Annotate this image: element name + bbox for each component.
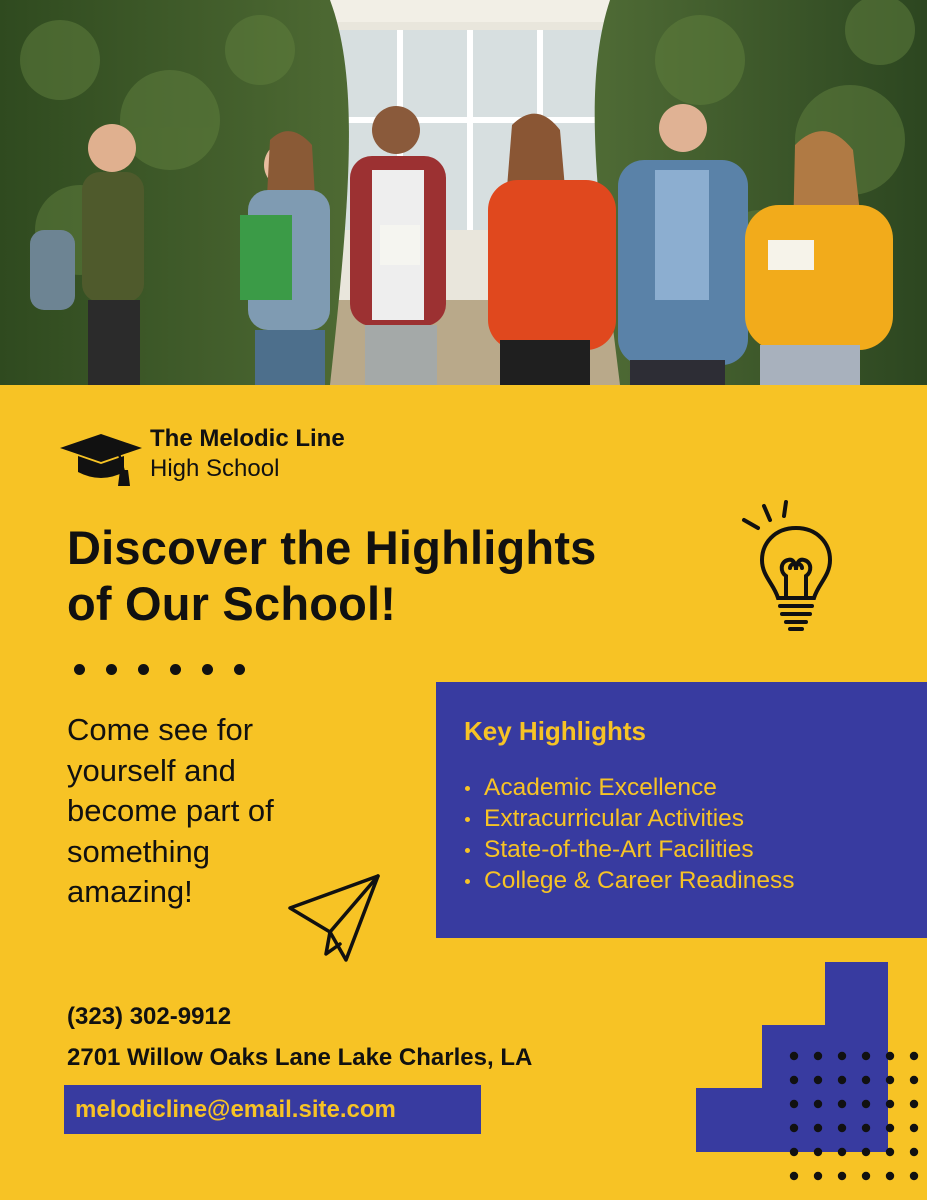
- graduation-cap-icon: [58, 426, 144, 486]
- decorative-dot: [790, 1052, 798, 1060]
- decorative-dot: [838, 1076, 846, 1084]
- decorative-dot: [814, 1124, 822, 1132]
- highlight-item: Academic Excellence: [464, 772, 795, 803]
- decorative-dot: [910, 1100, 918, 1108]
- headline: [67, 520, 747, 632]
- decorative-dot: [886, 1124, 894, 1132]
- highlight-item: College & Career Readiness: [464, 865, 795, 896]
- decorative-dot: [910, 1076, 918, 1084]
- decorative-dot: [790, 1172, 798, 1180]
- key-highlights-panel: [436, 682, 927, 938]
- decorative-dot: [790, 1124, 798, 1132]
- decorative-dot: [910, 1124, 918, 1132]
- invite-line4: something: [67, 833, 211, 869]
- decorative-dot: [790, 1076, 798, 1084]
- decorative-dot: [862, 1100, 870, 1108]
- invite-line2: yourself and: [67, 752, 236, 788]
- highlight-item: Extracurricular Activities: [464, 803, 795, 834]
- decorative-dot: [862, 1148, 870, 1156]
- decorative-dot: [886, 1172, 894, 1180]
- key-highlights-title: Key Highlights: [464, 716, 647, 746]
- decorative-dot: [838, 1100, 846, 1108]
- school-name-line1: The Melodic Line: [150, 425, 345, 452]
- invite-line5: amazing!: [67, 874, 193, 909]
- invite-line1: Come see for: [67, 712, 254, 747]
- decorative-blocks: [696, 962, 927, 1200]
- decorative-dot: [862, 1172, 870, 1180]
- headline-line1: Discover the Highlights: [67, 521, 597, 574]
- email-link[interactable]: melodicline@email.site.com: [64, 1085, 481, 1134]
- highlights-list: [464, 772, 795, 896]
- decorative-dot: [886, 1052, 894, 1060]
- lightbulb-icon: [740, 496, 840, 636]
- hero-photo: [0, 0, 927, 385]
- headline-line2: of Our School!: [67, 577, 397, 630]
- decorative-dot: [910, 1148, 918, 1156]
- decorative-dot: [790, 1100, 798, 1108]
- decorative-dot: [838, 1052, 846, 1060]
- decorative-dot: [838, 1124, 846, 1132]
- decorative-dot: [862, 1124, 870, 1132]
- decorative-dot: [886, 1076, 894, 1084]
- paper-plane-icon: [286, 870, 386, 966]
- dots-divider: [74, 664, 245, 675]
- decorative-dot: [910, 1052, 918, 1060]
- decorative-dot: [814, 1172, 822, 1180]
- decorative-dot: [814, 1100, 822, 1108]
- highlight-item: State-of-the-Art Facilities: [464, 834, 795, 865]
- decorative-dot: [814, 1076, 822, 1084]
- school-logo: [58, 422, 418, 484]
- school-name-line2: High School: [150, 455, 280, 482]
- decorative-dot: [814, 1148, 822, 1156]
- phone-number[interactable]: (323) 302-9912: [67, 1003, 232, 1030]
- decorative-dot: [790, 1148, 798, 1156]
- decorative-dot: [838, 1148, 846, 1156]
- decorative-dot: [862, 1052, 870, 1060]
- decorative-dot: [886, 1100, 894, 1108]
- decorative-dot: [886, 1148, 894, 1156]
- decorative-dot: [862, 1076, 870, 1084]
- decorative-dot: [814, 1052, 822, 1060]
- decorative-dot: [910, 1172, 918, 1180]
- address: 2701 Willow Oaks Lane Lake Charles, LA: [67, 1044, 533, 1071]
- invite-line3: become part of: [67, 793, 274, 828]
- decorative-dot: [838, 1172, 846, 1180]
